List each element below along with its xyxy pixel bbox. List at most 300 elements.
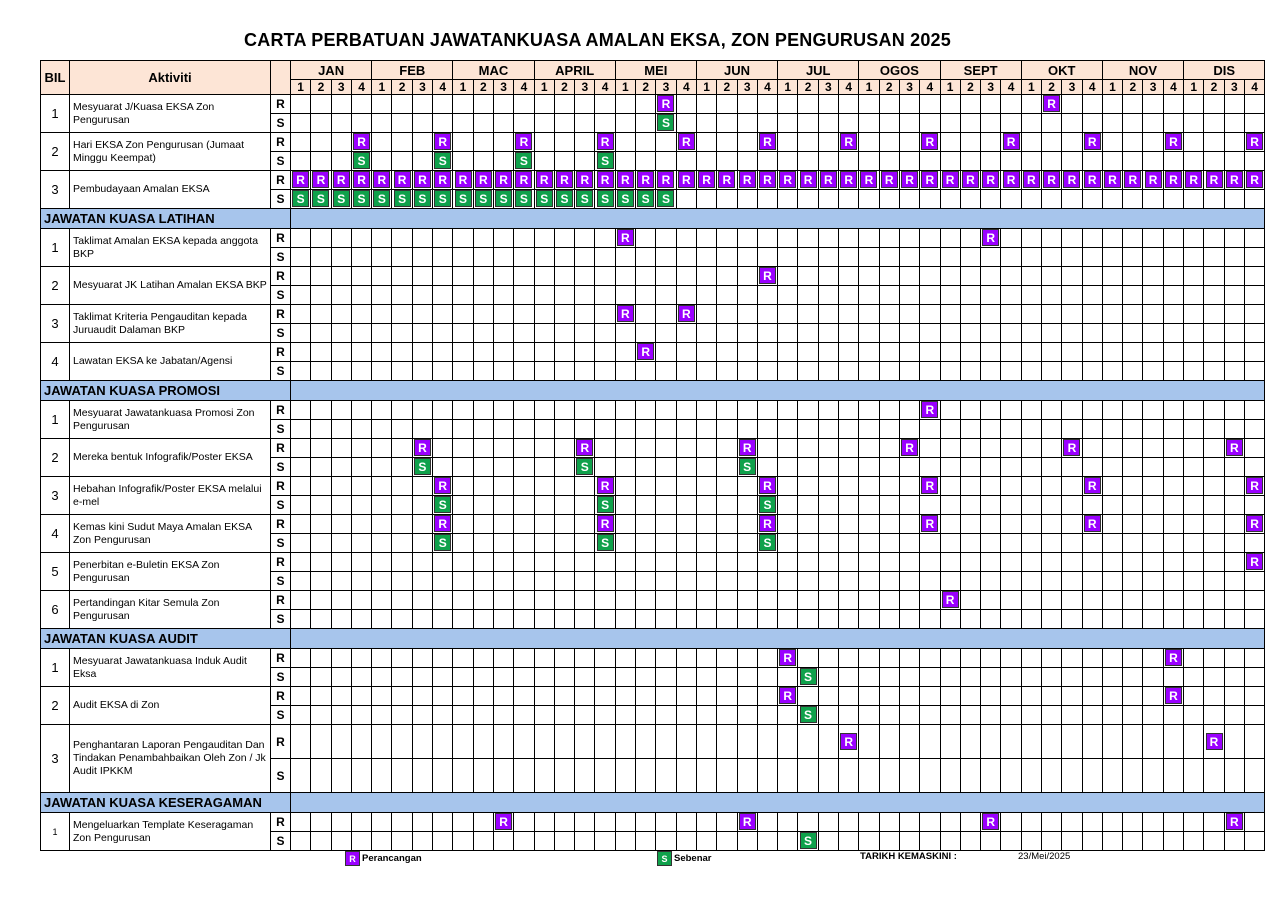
week-cell (514, 267, 534, 286)
week-cell (757, 248, 777, 267)
week-cell (1041, 813, 1061, 832)
week-cell (839, 171, 859, 190)
activity-name: Mereka bentuk Infografik/Poster EKSA (70, 439, 271, 477)
week-cell (1244, 832, 1264, 851)
week-cell (412, 572, 432, 591)
week-cell (818, 515, 838, 534)
week-cell (920, 458, 940, 477)
planned-marker: R (617, 305, 634, 322)
week-cell (778, 759, 798, 793)
month-header: JUN (696, 61, 777, 80)
week-cell (879, 534, 899, 553)
week-cell (757, 832, 777, 851)
week-cell (737, 706, 757, 725)
actual-marker: S (739, 458, 756, 475)
week-cell (1082, 553, 1102, 572)
week-cell (899, 114, 919, 133)
week-cell (433, 687, 453, 706)
week-cell (696, 267, 716, 286)
week-cell (615, 248, 635, 267)
week-cell (920, 553, 940, 572)
activity-row-r (41, 229, 1265, 248)
week-cell (757, 190, 777, 209)
week-cell (778, 229, 798, 248)
week-cell (412, 267, 432, 286)
week-cell (636, 687, 656, 706)
week-cell (1244, 706, 1264, 725)
week-number: 2 (1204, 80, 1224, 95)
planned-marker: R (739, 813, 756, 830)
week-cell (554, 171, 574, 190)
week-cell (636, 759, 656, 793)
week-cell (839, 114, 859, 133)
week-cell (879, 439, 899, 458)
week-cell (291, 668, 311, 687)
activity-row-r (41, 725, 1265, 759)
week-cell (1244, 248, 1264, 267)
planned-marker: R (921, 401, 938, 418)
week-number: 2 (473, 80, 493, 95)
week-cell (392, 324, 412, 343)
week-cell (372, 515, 392, 534)
week-cell (981, 725, 1001, 759)
planned-marker: R (779, 649, 796, 666)
week-cell (778, 401, 798, 420)
week-cell (879, 706, 899, 725)
week-cell (331, 190, 351, 209)
week-cell (1244, 553, 1264, 572)
week-cell (1204, 553, 1224, 572)
week-cell (331, 420, 351, 439)
week-cell (351, 133, 371, 152)
week-cell (392, 553, 412, 572)
week-cell (859, 759, 879, 793)
week-cell (291, 687, 311, 706)
week-cell (514, 114, 534, 133)
week-cell (595, 515, 615, 534)
week-cell (1204, 248, 1224, 267)
week-cell (717, 267, 737, 286)
week-cell (1062, 343, 1082, 362)
week-cell (433, 534, 453, 553)
week-cell (1163, 439, 1183, 458)
week-cell (1143, 687, 1163, 706)
week-cell (473, 553, 493, 572)
week-cell (940, 95, 960, 114)
week-cell (595, 267, 615, 286)
week-cell (839, 286, 859, 305)
week-cell (493, 496, 513, 515)
week-cell (291, 572, 311, 591)
week-cell (1143, 343, 1163, 362)
planned-marker: R (698, 171, 715, 188)
week-cell (1001, 171, 1021, 190)
week-cell (818, 572, 838, 591)
week-cell (453, 553, 473, 572)
week-cell (615, 190, 635, 209)
week-cell (696, 725, 716, 759)
week-cell (798, 248, 818, 267)
week-cell (778, 832, 798, 851)
planned-row-label: R (271, 813, 291, 832)
week-cell (372, 324, 392, 343)
week-cell (554, 591, 574, 610)
week-cell (473, 133, 493, 152)
week-cell (656, 553, 676, 572)
week-cell (757, 553, 777, 572)
week-cell (696, 114, 716, 133)
week-cell (839, 515, 859, 534)
week-cell (940, 477, 960, 496)
week-cell (1244, 515, 1264, 534)
week-cell (453, 343, 473, 362)
week-cell (1001, 649, 1021, 668)
week-cell (1021, 515, 1041, 534)
week-cell (818, 458, 838, 477)
planned-row-label: R (271, 725, 291, 759)
week-cell (1123, 832, 1143, 851)
week-cell (1123, 725, 1143, 759)
week-cell (717, 114, 737, 133)
week-cell (676, 477, 696, 496)
week-cell (1143, 706, 1163, 725)
actual-marker: S (759, 534, 776, 551)
week-cell (534, 305, 554, 324)
week-cell (636, 591, 656, 610)
week-cell (717, 610, 737, 629)
planned-row-label: R (271, 553, 291, 572)
planned-marker: R (1226, 439, 1243, 456)
week-cell (433, 458, 453, 477)
week-cell (392, 572, 412, 591)
week-cell (453, 591, 473, 610)
week-cell (656, 759, 676, 793)
week-cell (859, 477, 879, 496)
week-cell (981, 133, 1001, 152)
week-cell (493, 759, 513, 793)
week-cell (331, 687, 351, 706)
week-cell (372, 534, 392, 553)
week-cell (595, 759, 615, 793)
week-number: 1 (696, 80, 716, 95)
week-number: 3 (981, 80, 1001, 95)
activity-header: Aktiviti (70, 61, 271, 95)
week-cell (595, 420, 615, 439)
section-header-row (41, 381, 1265, 401)
week-cell (879, 687, 899, 706)
week-cell (554, 114, 574, 133)
week-cell (1244, 152, 1264, 171)
week-cell (1041, 190, 1061, 209)
week-number: 1 (1184, 80, 1204, 95)
week-cell (1123, 248, 1143, 267)
week-cell (1224, 439, 1244, 458)
week-cell (839, 649, 859, 668)
week-cell (879, 248, 899, 267)
week-cell (291, 362, 311, 381)
week-cell (392, 114, 412, 133)
planned-marker: R (1084, 515, 1101, 532)
actual-row-label: S (271, 420, 291, 439)
week-cell (798, 706, 818, 725)
week-cell (1204, 133, 1224, 152)
week-cell (717, 420, 737, 439)
week-cell (778, 114, 798, 133)
week-cell (351, 496, 371, 515)
week-cell (778, 267, 798, 286)
week-cell (757, 477, 777, 496)
week-cell (493, 267, 513, 286)
week-cell (514, 248, 534, 267)
week-cell (859, 133, 879, 152)
week-cell (1224, 553, 1244, 572)
week-cell (879, 458, 899, 477)
week-cell (920, 813, 940, 832)
week-cell (1041, 572, 1061, 591)
week-cell (493, 305, 513, 324)
week-cell (575, 759, 595, 793)
week-cell (696, 152, 716, 171)
week-cell (1143, 324, 1163, 343)
week-cell (351, 832, 371, 851)
planned-marker: R (515, 133, 532, 150)
week-cell (798, 95, 818, 114)
week-cell (981, 477, 1001, 496)
week-cell (1021, 286, 1041, 305)
week-cell (412, 439, 432, 458)
week-cell (575, 229, 595, 248)
week-cell (1021, 152, 1041, 171)
week-cell (636, 534, 656, 553)
week-cell (615, 152, 635, 171)
actual-row-label: S (271, 190, 291, 209)
week-cell (839, 190, 859, 209)
week-cell (331, 439, 351, 458)
week-cell (311, 401, 331, 420)
week-cell (1041, 401, 1061, 420)
week-cell (1123, 553, 1143, 572)
month-header: OKT (1021, 61, 1102, 80)
week-cell (859, 190, 879, 209)
week-cell (717, 832, 737, 851)
week-cell (757, 813, 777, 832)
week-cell (331, 305, 351, 324)
week-cell (311, 706, 331, 725)
week-cell (1021, 343, 1041, 362)
week-cell (372, 458, 392, 477)
week-cell (1123, 343, 1143, 362)
week-cell (1021, 725, 1041, 759)
week-cell (1102, 114, 1122, 133)
section-title: JAWATAN KUASA AUDIT (41, 629, 291, 649)
planned-swatch: R (345, 851, 360, 866)
week-cell (615, 343, 635, 362)
week-cell (534, 649, 554, 668)
week-cell (1062, 759, 1082, 793)
week-cell (331, 706, 351, 725)
week-cell (1001, 591, 1021, 610)
week-cell (1204, 95, 1224, 114)
week-cell (696, 439, 716, 458)
planned-marker: R (759, 477, 776, 494)
actual-row-label: S (271, 152, 291, 171)
week-cell (879, 420, 899, 439)
planned-row-label: R (271, 343, 291, 362)
week-cell (899, 759, 919, 793)
week-number: 3 (1143, 80, 1163, 95)
actual-row-label: S (271, 668, 291, 687)
actual-row-label: S (271, 362, 291, 381)
week-cell (615, 649, 635, 668)
week-cell (392, 362, 412, 381)
week-cell (940, 267, 960, 286)
bil-number: 3 (41, 305, 70, 343)
week-cell (1102, 420, 1122, 439)
week-cell (1123, 572, 1143, 591)
week-cell (1184, 759, 1204, 793)
week-cell (960, 572, 980, 591)
week-number: 3 (412, 80, 432, 95)
bil-number: 2 (41, 133, 70, 171)
week-cell (920, 439, 940, 458)
legend-planned (345, 851, 422, 866)
week-cell (920, 572, 940, 591)
week-cell (595, 649, 615, 668)
week-cell (615, 687, 635, 706)
week-cell (1163, 477, 1183, 496)
week-cell (676, 152, 696, 171)
legend-actual (657, 851, 712, 866)
week-cell (899, 649, 919, 668)
planned-marker: R (921, 477, 938, 494)
week-cell (615, 267, 635, 286)
week-cell (1204, 706, 1224, 725)
week-cell (676, 534, 696, 553)
week-number: 4 (1001, 80, 1021, 95)
week-cell (1143, 229, 1163, 248)
week-cell (1204, 362, 1224, 381)
week-cell (960, 759, 980, 793)
week-cell (1001, 725, 1021, 759)
week-cell (291, 133, 311, 152)
week-cell (493, 152, 513, 171)
week-cell (1204, 668, 1224, 687)
week-cell (493, 133, 513, 152)
week-cell (372, 687, 392, 706)
week-cell (554, 95, 574, 114)
week-cell (1021, 324, 1041, 343)
week-cell (351, 553, 371, 572)
week-cell (981, 343, 1001, 362)
actual-row-label: S (271, 706, 291, 725)
activity-name: Penghantaran Laporan Pengauditan Dan Tindakan Penambahbaikan Oleh Zon / Jk Audit IPKKM (70, 725, 271, 793)
week-cell (291, 496, 311, 515)
week-number: 4 (1163, 80, 1183, 95)
week-cell (737, 813, 757, 832)
week-cell (1041, 458, 1061, 477)
week-cell (412, 248, 432, 267)
week-cell (960, 687, 980, 706)
week-cell (1062, 515, 1082, 534)
week-cell (1001, 610, 1021, 629)
actual-marker: S (637, 190, 654, 207)
week-cell (453, 572, 473, 591)
week-cell (1062, 725, 1082, 759)
week-cell (717, 534, 737, 553)
activity-name: Pertandingan Kitar Semula Zon Pengurusan (70, 591, 271, 629)
week-cell (311, 496, 331, 515)
week-cell (1244, 610, 1264, 629)
actual-row-label: S (271, 458, 291, 477)
week-cell (636, 515, 656, 534)
week-cell (981, 267, 1001, 286)
week-cell (351, 439, 371, 458)
week-cell (615, 534, 635, 553)
week-cell (575, 362, 595, 381)
week-cell (1244, 305, 1264, 324)
week-cell (798, 267, 818, 286)
week-cell (473, 190, 493, 209)
week-cell (554, 248, 574, 267)
week-cell (372, 610, 392, 629)
week-cell (839, 668, 859, 687)
actual-row-label: S (271, 572, 291, 591)
week-cell (331, 343, 351, 362)
week-cell (311, 832, 331, 851)
week-cell (1244, 267, 1264, 286)
week-cell (291, 95, 311, 114)
week-cell (1041, 477, 1061, 496)
legend-planned-label: Perancangan (362, 853, 422, 864)
actual-marker: S (657, 190, 674, 207)
week-cell (331, 114, 351, 133)
week-cell (1041, 248, 1061, 267)
week-cell (696, 813, 716, 832)
week-cell (960, 305, 980, 324)
week-cell (493, 171, 513, 190)
planned-marker: R (739, 171, 756, 188)
week-cell (696, 362, 716, 381)
week-cell (717, 439, 737, 458)
week-cell (534, 534, 554, 553)
week-cell (1021, 759, 1041, 793)
week-number: 3 (331, 80, 351, 95)
actual-marker: S (800, 668, 817, 685)
week-cell (778, 362, 798, 381)
planned-marker: R (840, 733, 857, 750)
week-cell (839, 687, 859, 706)
week-cell (1163, 832, 1183, 851)
week-cell (940, 515, 960, 534)
week-cell (981, 439, 1001, 458)
week-cell (778, 477, 798, 496)
week-cell (1062, 610, 1082, 629)
week-cell (534, 610, 554, 629)
week-cell (1062, 305, 1082, 324)
week-cell (818, 343, 838, 362)
week-cell (372, 813, 392, 832)
week-number: 1 (615, 80, 635, 95)
planned-row-label: R (271, 401, 291, 420)
week-cell (696, 324, 716, 343)
week-cell (737, 832, 757, 851)
actual-marker: S (759, 496, 776, 513)
week-cell (534, 591, 554, 610)
week-cell (676, 362, 696, 381)
week-cell (1123, 610, 1143, 629)
week-cell (1123, 401, 1143, 420)
actual-marker: S (434, 152, 451, 169)
